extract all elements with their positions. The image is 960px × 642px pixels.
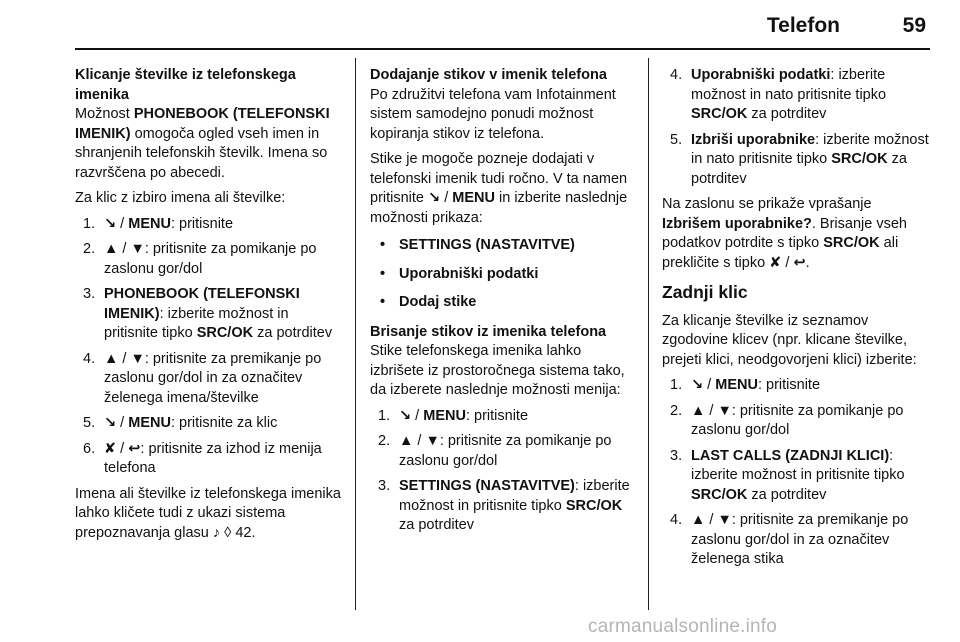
list-item: 1. ↘ / MENU: pritisnite <box>378 407 529 424</box>
return-arrow-icon: ↩ <box>128 440 141 457</box>
phone-handset-icon: ↘ <box>104 415 117 431</box>
list-item: 5. Izbriši uporabnike: izberite možnost in nato pritisnite tipko SRC/OK za potrditev <box>670 131 929 187</box>
list-item: 4. ▲ / ▼: pritisnite za premikanje po zaslonu gor/dol in za označitev želenega stika <box>670 512 909 567</box>
list-item: 2. ▲ / ▼: pritisnite za pomikanje po zaslonu gor/dol <box>83 241 317 277</box>
column-divider-1 <box>355 58 356 610</box>
list-item: 3. LAST CALLS (ZADNJI KLICI): izberite možnost in pritisnite tipko SRC/OK za potrditev <box>670 447 905 503</box>
steps-list <box>662 66 934 189</box>
paragraph: Za klic z izbiro imena ali številke: <box>75 190 286 206</box>
steps-list <box>75 215 345 479</box>
section-heading: Zadnji klic <box>662 282 748 302</box>
arrow-up-icon: ▲ <box>104 350 119 367</box>
arrow-down-icon: ▼ <box>717 402 732 419</box>
voice-recognition-icon: ♪ <box>212 524 221 541</box>
steps-list <box>662 376 934 570</box>
arrow-up-icon: ▲ <box>691 402 706 419</box>
paragraph: Možnost PHONEBOOK (TELEFONSKI IMENIK) omogoča ogled vseh imen in shranjenih telefonskih številk. Imena so razvrščena po abecedi. <box>75 106 330 181</box>
phone-handset-icon: ↘ <box>104 215 117 232</box>
arrow-down-icon: ▼ <box>425 433 440 449</box>
arrow-down-icon: ▼ <box>717 512 732 528</box>
phone-handset-icon: ↘ <box>691 377 704 393</box>
paragraph: Na zaslonu se prikaže vprašanje Izbrišem uporabnike?. Brisanje vseh podatkov potrdite s tipko SRC/OK ali prekličite s tipko ✘ / ↩. <box>662 196 907 271</box>
paragraph: Po združitvi telefona vam Infotainment sistem samodejno ponudi možnost kopiranja stikov iz telefona. <box>370 86 616 142</box>
column-1 <box>75 66 345 549</box>
return-arrow-icon: ↩ <box>793 254 806 271</box>
list-item: • SETTINGS (NASTAVITVE) <box>380 237 575 253</box>
arrow-up-icon: ▲ <box>691 512 706 528</box>
steps-list <box>370 407 638 536</box>
section-heading: Dodajanje stikov v imenik telefona <box>370 67 607 83</box>
list-item: • Uporabniški podatki <box>380 265 539 282</box>
phone-handset-icon: ↘ <box>428 190 441 206</box>
list-item: • Dodaj stike <box>380 294 477 310</box>
list-item: 2. ▲ / ▼: pritisnite za pomikanje po zaslonu gor/dol <box>378 433 612 469</box>
paragraph: Imena ali številke iz telefonskega imenika lahko kličete tudi z ukazi sistema prepoznavanja glasu ♪ ◊ 42. <box>75 485 341 541</box>
arrow-up-icon: ▲ <box>399 433 414 449</box>
arrow-up-icon: ▲ <box>104 241 119 257</box>
arrow-down-icon: ▼ <box>130 241 145 257</box>
list-item: 4. Uporabniški podatki: izberite možnost in nato pritisnite tipko SRC/OK za potrditev <box>670 67 887 122</box>
column-divider-2 <box>648 58 649 610</box>
list-item: 3. PHONEBOOK (TELEFONSKI IMENIK): izberite možnost in pritisnite tipko SRC/OK za potrditev <box>83 286 333 341</box>
list-item: 6. ✘ / ↩: pritisnite za izhod iz menija telefona <box>83 440 322 476</box>
column-3 <box>662 66 934 576</box>
page-number: 59 <box>902 14 926 37</box>
list-item: 2. ▲ / ▼: pritisnite za pomikanje po zaslonu gor/dol <box>670 402 904 438</box>
phone-handset-icon: ↘ <box>399 407 412 424</box>
page-header <box>75 0 930 48</box>
watermark: carmanualsonline.info <box>588 616 778 637</box>
back-key-icon: ✘ <box>769 254 782 271</box>
header-rule <box>75 48 930 50</box>
section-heading: Klicanje številke iz telefonskega imenika <box>75 67 296 103</box>
bullet-list <box>370 236 638 313</box>
paragraph: Stike telefonskega imenika lahko izbrišete iz prostoročnega sistema tako, da izberete naslednje možnosti menija: <box>370 343 625 398</box>
list-item: 1. ↘ / MENU: pritisnite <box>83 215 234 232</box>
list-item: 5. ↘ / MENU: pritisnite za klic <box>83 415 278 431</box>
section-title: Telefon <box>766 14 840 37</box>
list-item: 1. ↘ / MENU: pritisnite <box>670 377 821 393</box>
section-heading: Brisanje stikov iz imenika telefona <box>370 323 607 340</box>
arrow-down-icon: ▼ <box>130 350 145 367</box>
page-reference-icon: ◊ <box>224 524 232 541</box>
paragraph: Stike je mogoče pozneje dodajati v telefonski imenik tudi ročno. V ta namen pritisnite ↘ / MENU in izberite naslednje možnosti prikaza: <box>370 151 628 226</box>
column-2 <box>370 66 638 542</box>
list-item: 3. SETTINGS (NASTAVITVE): izberite možnost in pritisnite tipko SRC/OK za potrditev <box>378 478 630 533</box>
back-key-icon: ✘ <box>104 440 117 457</box>
list-item: 4. ▲ / ▼: pritisnite za premikanje po zaslonu gor/dol in za označitev želenega imena/številke <box>83 350 322 406</box>
paragraph: Za klicanje številke iz seznamov zgodovine klicev (npr. klicane številke, prejeti klici, neodgovorjeni klici) izberite: <box>662 312 917 368</box>
